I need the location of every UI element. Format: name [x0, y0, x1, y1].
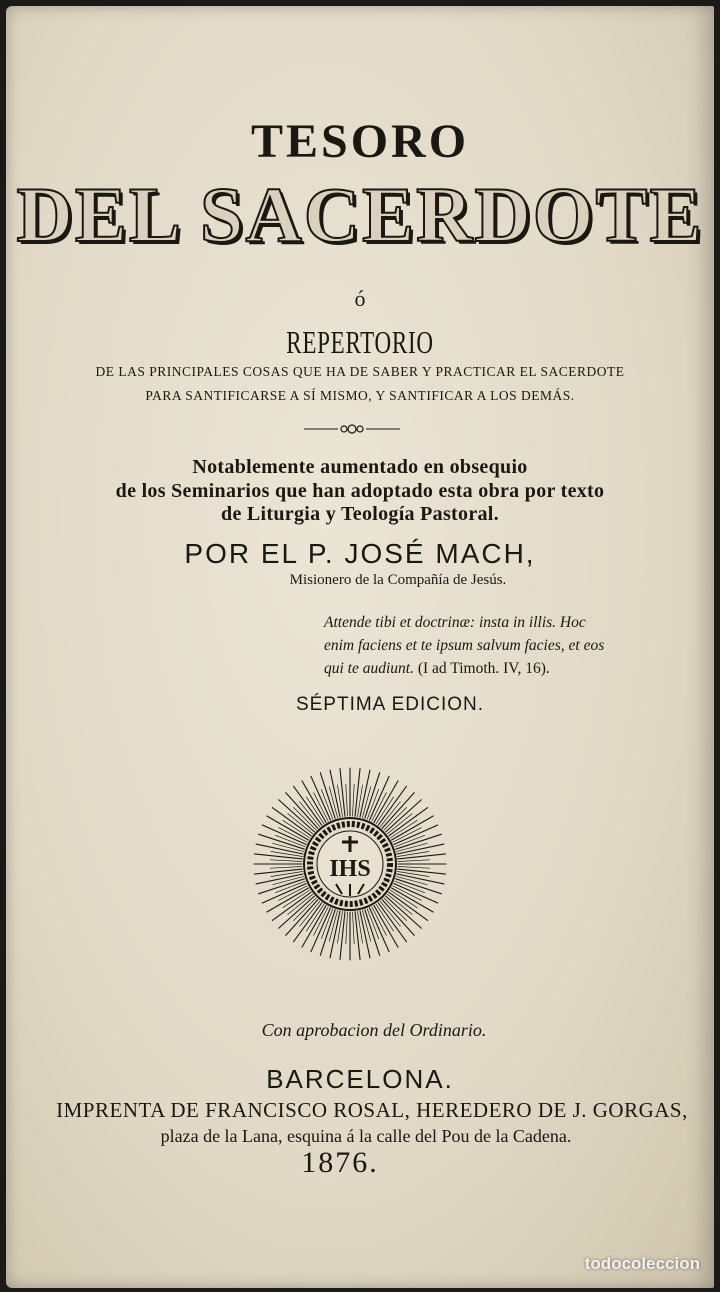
author-by-line: POR EL P. JOSÉ MACH,: [184, 538, 536, 569]
sunburst-ray: [384, 807, 407, 830]
note-line-1: Notablemente aumentado en obsequio: [192, 456, 528, 478]
imprint-city: BARCELONA.: [266, 1064, 454, 1094]
sunburst-ray: [255, 869, 303, 874]
title-repertorio: REPERTORIO: [286, 324, 434, 360]
watermark-text: todocoleccion: [584, 1254, 700, 1273]
imprint-year: 1876.: [301, 1146, 379, 1179]
emblem-monogram: IHS: [329, 856, 371, 882]
sunburst-ray: [398, 860, 430, 862]
title-page: [6, 6, 714, 1288]
ornament-divider-icon: [302, 420, 402, 438]
epigraph-reference: (I ad Timoth. IV, 16).: [417, 660, 550, 677]
sunburst-ray: [306, 904, 323, 931]
ihs-sunburst-emblem-icon: [250, 764, 450, 964]
epigraph-line-1: Attende tibi et doctrinæ: insta in illis. Hoc: [324, 614, 586, 631]
title-line-tesoro: TESORO: [250, 115, 470, 168]
approval-line: Con aprobacion del Ordinario.: [261, 1020, 487, 1040]
sunburst-ray: [293, 807, 316, 830]
title-line-del-sacerdote: DEL SACERDOTE: [16, 171, 704, 258]
sunburst-ray: [340, 912, 345, 960]
sunburst-ray: [283, 820, 310, 837]
sunburst-ray: [396, 834, 442, 849]
sunburst-ray: [398, 869, 446, 874]
sunburst-ray: [320, 910, 335, 956]
subtitle-line-1: DE LAS PRINCIPALES COSAS QUE HA DE SABER Y PRACTICAR EL SACERDOTE: [95, 364, 625, 379]
sunburst-ray: [365, 910, 380, 956]
sunburst-ray: [270, 860, 302, 862]
sunburst-ray: [390, 890, 417, 907]
sunburst-ray: [396, 879, 442, 894]
epigraph-line-2: enim faciens et te ipsum salvum facies, et eos: [324, 637, 605, 654]
sunburst-ray: [259, 879, 305, 894]
sunburst-ray: [376, 797, 393, 824]
subtitle-line-2: PARA SANTIFICARSE A SÍ MISMO, Y SANTIFICAR A LOS DEMÁS.: [145, 388, 575, 403]
sunburst-ray: [255, 854, 303, 859]
sunburst-ray: [320, 773, 335, 819]
sunburst-ray: [353, 784, 355, 816]
sunburst-ray: [259, 834, 305, 849]
author-affiliation: Misionero de la Compañía de Jesús.: [289, 572, 507, 588]
epigraph-line-3: [324, 660, 550, 678]
epigraph-line-3-text: qui te audiunt.: [324, 660, 414, 677]
imprint-printer: IMPRENTA DE FRANCISCO ROSAL, HEREDERO DE J. GORGAS,: [56, 1098, 688, 1122]
title-conjunction: ó: [354, 286, 366, 311]
sunburst-ray: [293, 898, 316, 921]
sunburst-ray: [398, 867, 430, 869]
sunburst-ray: [398, 854, 446, 859]
sunburst-ray: [355, 769, 360, 817]
sunburst-ray: [340, 769, 345, 817]
sunburst-ray: [346, 784, 348, 816]
sunburst-ray: [306, 797, 323, 824]
sunburst-ray: [270, 867, 302, 869]
sunburst-ray: [346, 912, 348, 944]
note-line-2: de los Seminarios que han adoptado esta obra por texto: [115, 480, 605, 502]
sunburst-ray: [365, 773, 380, 819]
edition-label: SÉPTIMA EDICION.: [295, 694, 485, 715]
sunburst-ray: [283, 890, 310, 907]
sunburst-ray: [353, 912, 355, 944]
note-line-3: de Liturgia y Teología Pastoral.: [221, 503, 499, 525]
sunburst-ray: [390, 820, 417, 837]
imprint-address: plaza de la Lana, esquina á la calle del Pou de la Cadena.: [160, 1126, 572, 1146]
sunburst-ray: [384, 898, 407, 921]
sunburst-ray: [355, 912, 360, 960]
sunburst-ray: [376, 904, 393, 931]
